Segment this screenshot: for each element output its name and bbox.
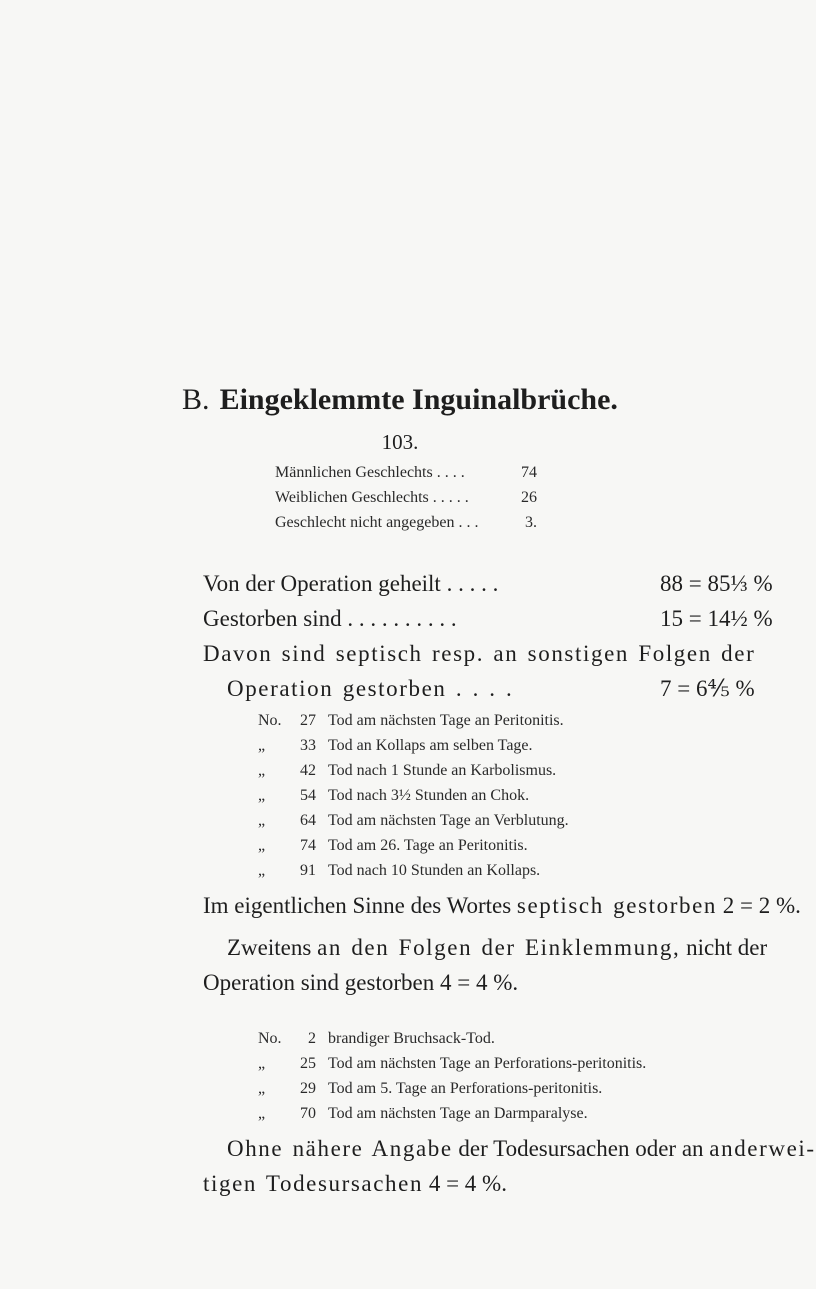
case-row: „ 54 Tod nach 3½ Stunden an Chok. (258, 787, 530, 804)
sex-row-label: Weiblichen Geschlechts . . . . . (275, 489, 469, 506)
septic-label: Operation gestorben . . . . (227, 676, 514, 701)
case-row: „ 74 Tod am 26. Tage an Peritonitis. (258, 837, 528, 854)
septic-case-list (258, 712, 728, 887)
section-letter: B. (182, 383, 210, 416)
incarceration-line-1: Zweitens an den Folgen der Einklemmung, nicht der (227, 935, 768, 960)
sex-row-value: 26 (521, 489, 537, 506)
septic-intro-line: Davon sind septisch resp. an sonstigen Folgen der (203, 641, 756, 666)
healed-label: Von der Operation geheilt . . . . . (203, 571, 499, 596)
sex-row (275, 489, 537, 514)
sex-distribution-table (275, 464, 537, 539)
case-row: „ 64 Tod am nächsten Tage an Verblutung. (258, 812, 569, 829)
died-label: Gestorben sind . . . . . . . . . . (203, 606, 457, 631)
case-row: „ 42 Tod nach 1 Stunde an Karbolismus. (258, 762, 557, 779)
sex-row-label: Männlichen Geschlechts . . . . (275, 464, 465, 481)
case-row: „ 25 Tod am nächsten Tage an Perforations-peritonitis. (258, 1055, 647, 1072)
sex-row-label: Geschlecht nicht angegeben . . . (275, 514, 479, 531)
case-total: 103. (381, 430, 419, 454)
closing-line-1: Ohne nähere Angabe der Todesursachen oder an anderwei- (227, 1136, 816, 1161)
section-title: Eingeklemmte Inguinalbrüche. (219, 383, 618, 416)
proper-septic-line: Im eigentlichen Sinne des Wortes septisch gestorben 2 = 2 %. (203, 893, 801, 918)
section-heading (0, 383, 800, 417)
case-row: „ 91 Tod nach 10 Stunden an Kollaps. (258, 862, 541, 879)
healed-value: 88 = 85⅓ % (660, 571, 773, 596)
sex-row (275, 464, 537, 489)
incarceration-line-2: Operation sind gestorben 4 = 4 %. (203, 970, 519, 995)
case-row: No. 2 brandiger Bruchsack-Tod. (258, 1030, 495, 1047)
case-row: „ 33 Tod an Kollaps am selben Tage. (258, 737, 533, 754)
closing-line-2: tigen Todesursachen 4 = 4 %. (203, 1171, 507, 1196)
case-row: No. 27 Tod am nächsten Tage an Peritonitis. (258, 712, 564, 729)
sex-row-value: 74 (521, 464, 537, 481)
septic-value: 7 = 6⅘ % (660, 676, 755, 701)
case-row: „ 29 Tod am 5. Tage an Perforations-peritonitis. (258, 1080, 603, 1097)
case-row: „ 70 Tod am nächsten Tage an Darmparalyse. (258, 1105, 588, 1122)
died-value: 15 = 14½ % (660, 606, 773, 631)
sex-row (275, 514, 537, 539)
incarceration-case-list (258, 1030, 778, 1130)
sex-row-value: 3. (525, 514, 537, 531)
